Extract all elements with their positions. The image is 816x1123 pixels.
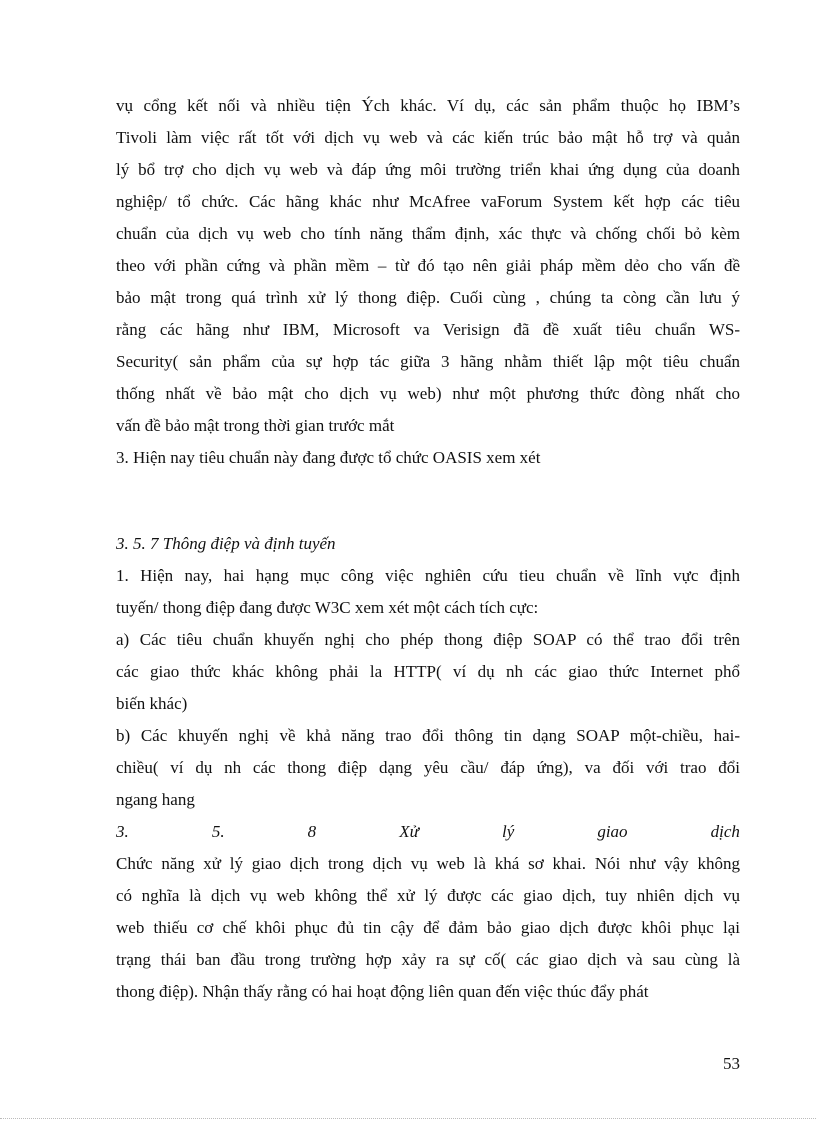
body-line: Security( sản phẩm của sự hợp tác giữa 3 hãng nhằm thiết lập một tiêu chuẩn xyxy=(116,352,740,371)
body-line: biến khác) xyxy=(116,694,188,713)
page-number: 53 xyxy=(723,1054,740,1073)
body-line: 1. Hiện nay, hai hạng mục công việc nghiên cứu tieu chuẩn về lĩnh vực định xyxy=(116,566,740,585)
heading-word: 8 xyxy=(307,822,317,841)
body-line: bảo mật trong quá trình xử lý thong điệp. Cuối cùng , chúng ta còng cần lưu ý xyxy=(116,288,740,307)
body-line: a) Các tiêu chuẩn khuyến nghị cho phép thong điệp SOAP có thể trao đổi trên xyxy=(116,630,740,649)
list-item-3: 3. Hiện nay tiêu chuẩn này đang được tổ chức OASIS xem xét xyxy=(116,448,541,467)
body-line: web thiếu cơ chế khôi phục đủ tin cậy để đảm bảo giao dịch được khôi phục lại xyxy=(116,918,740,937)
body-line: b) Các khuyến nghị về khả năng trao đổi thông tin dạng SOAP một-chiều, hai- xyxy=(116,726,740,745)
body-line: chuẩn của dịch vụ web cho tính năng thẩm định, xác thực và chống chối bỏ kèm xyxy=(116,224,740,243)
body-line: vấn đề bảo mật trong thời gian trước mắt xyxy=(116,416,395,435)
body-line: Tivoli làm việc rất tốt với dịch vụ web và các kiến trúc bảo mật hỗ trợ và quản xyxy=(116,128,740,147)
body-line: lý bổ trợ cho dịch vụ web và đáp ứng môi trường triển khai ứng dụng của doanh xyxy=(116,160,740,179)
body-line: có nghĩa là dịch vụ web không thể xử lý được các giao dịch, tuy nhiên dịch vụ xyxy=(116,886,740,905)
body-line: vụ cổng kết nối và nhiều tiện Ých khác. Ví dụ, các sản phẩm thuộc họ IBM’s xyxy=(116,96,740,115)
bottom-divider xyxy=(0,1118,816,1119)
body-line: rằng các hãng như IBM, Microsoft va Verisign đã đề xuất tiêu chuẩn WS- xyxy=(116,320,740,339)
body-line: tuyến/ thong điệp đang được W3C xem xét một cách tích cực: xyxy=(116,598,539,617)
section-heading-3-5-7: 3. 5. 7 Thông điệp và định tuyến xyxy=(116,534,336,553)
heading-word: Xử xyxy=(399,822,419,841)
body-line: Chức năng xử lý giao dịch trong dịch vụ web là khá sơ khai. Nói như vậy không xyxy=(116,854,740,873)
body-line: ngang hang xyxy=(116,790,195,809)
body-line: chiều( ví dụ nh các thong điệp dạng yêu cầu/ đáp ứng), va đối với trao đổi xyxy=(116,758,740,777)
heading-word: 3. xyxy=(116,822,129,841)
body-line: các giao thức khác không phải la HTTP( ví dụ nh các giao thức Internet phổ xyxy=(116,662,740,681)
body-line: trạng thái ban đầu trong trường hợp xảy ra sự cố( các giao dịch và sau cùng là xyxy=(116,950,740,969)
body-line: theo với phần cứng và phần mềm – từ đó tạo nên giải pháp mềm dẻo cho vấn đề xyxy=(116,256,740,275)
heading-word: lý xyxy=(501,822,515,841)
body-line: nghiệp/ tổ chức. Các hãng khác như McAfree vaForum System kết hợp các tiêu xyxy=(116,192,740,211)
heading-word: giao xyxy=(597,822,628,841)
body-line: thong điệp). Nhận thấy rằng có hai hoạt động liên quan đến việc thúc đẩy phát xyxy=(116,982,649,1001)
body-line: thống nhất về bảo mật cho dịch vụ web) như một phương thức đòng nhất cho xyxy=(116,384,740,403)
heading-word: dịch xyxy=(710,822,740,841)
section-heading-3-5-8 xyxy=(116,821,740,843)
heading-word: 5. xyxy=(211,822,225,841)
